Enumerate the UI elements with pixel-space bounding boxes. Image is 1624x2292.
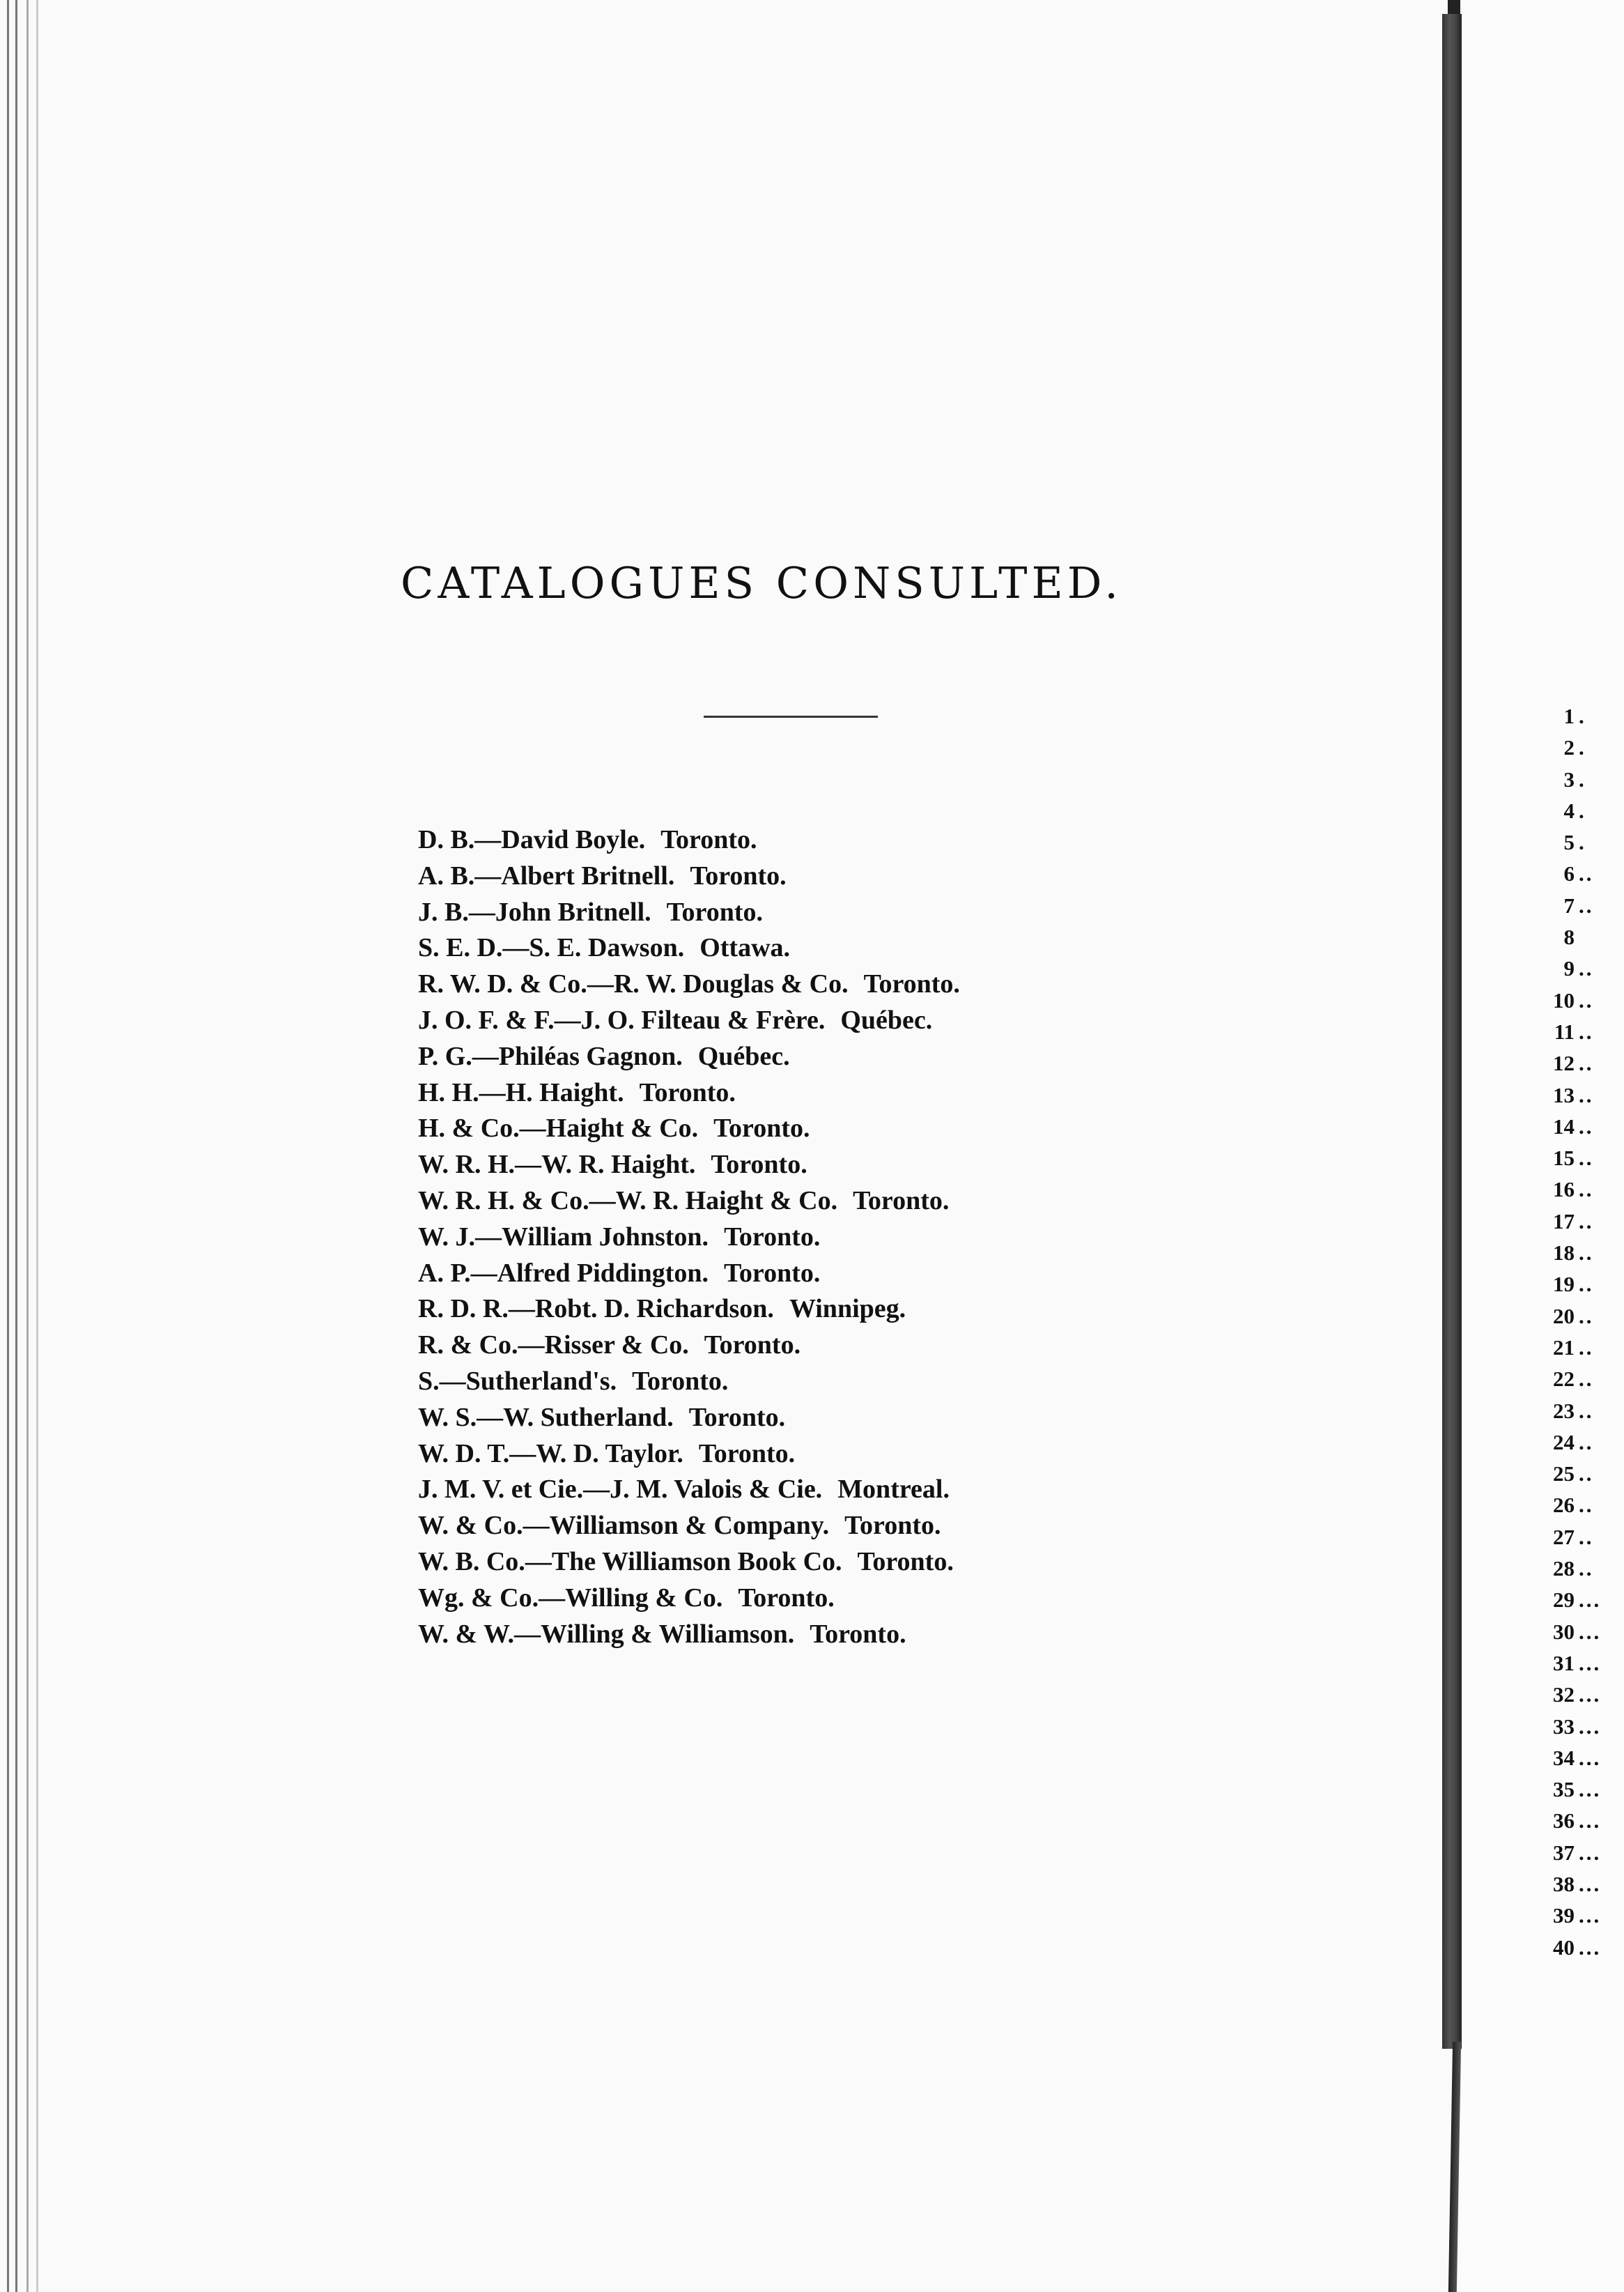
entry-separator: —	[523, 1511, 550, 1541]
leader-dots: ...	[1579, 1903, 1602, 1928]
facing-page-number-column	[1533, 700, 1624, 1963]
catalogue-entry	[418, 1183, 1254, 1220]
catalogue-entry	[418, 822, 1254, 859]
facing-page-number	[1533, 1142, 1624, 1174]
entry-name: Alfred Piddington.	[497, 1258, 709, 1288]
number-label: 21	[1553, 1335, 1575, 1360]
leader-dots: ..	[1579, 893, 1594, 918]
facing-page-number	[1533, 1489, 1624, 1521]
facing-page-number	[1533, 1774, 1624, 1805]
catalogue-entry	[418, 1220, 1254, 1256]
catalogue-entry	[418, 1400, 1254, 1436]
catalogue-entry	[418, 895, 1254, 931]
leader-dots: ..	[1579, 1177, 1594, 1202]
entry-name: H. Haight.	[505, 1077, 624, 1107]
page-edge-line	[36, 0, 38, 2292]
entry-abbreviation: R. & Co.	[418, 1330, 518, 1360]
entry-abbreviation: R. D. R.	[418, 1294, 509, 1324]
entry-name: Risser & Co.	[544, 1330, 689, 1360]
entry-name: W. R. Haight.	[541, 1150, 696, 1180]
entry-abbreviation: W. & Co.	[418, 1511, 523, 1541]
leader-dots: ...	[1579, 1871, 1602, 1896]
leader-dots: ..	[1579, 1303, 1594, 1328]
number-label: 12	[1553, 1051, 1575, 1076]
entry-city: Toronto.	[713, 1114, 810, 1144]
entry-abbreviation: A. P.	[418, 1258, 471, 1288]
catalogue-entry	[418, 1291, 1254, 1328]
facing-page-number	[1533, 700, 1624, 732]
number-label: 4	[1563, 798, 1575, 823]
facing-page-number	[1533, 1237, 1624, 1268]
number-label: 20	[1553, 1303, 1575, 1328]
entry-name: Albert Britnell.	[501, 861, 675, 891]
entry-abbreviation: J. B.	[418, 897, 469, 927]
leader-dots: ...	[1579, 1587, 1602, 1613]
entry-abbreviation: W. R. H. & Co.	[418, 1185, 589, 1215]
catalogue-entry	[418, 1364, 1254, 1400]
entry-separator: —	[583, 1475, 610, 1505]
entry-abbreviation: W. S.	[418, 1402, 477, 1432]
facing-page-number	[1533, 921, 1624, 953]
number-label: 35	[1553, 1777, 1575, 1802]
facing-page-number	[1533, 1426, 1624, 1458]
number-label: 18	[1553, 1240, 1575, 1266]
number-label: 3	[1563, 767, 1575, 792]
leader-dots: ..	[1579, 1398, 1594, 1423]
facing-page-number	[1533, 1805, 1624, 1836]
entry-name: David Boyle.	[501, 825, 646, 854]
entry-abbreviation: H. H.	[418, 1077, 479, 1107]
leader-dots: ..	[1579, 1335, 1594, 1360]
number-label: 26	[1553, 1493, 1575, 1518]
entry-separator: —	[474, 825, 502, 854]
leader-dots: ..	[1579, 1524, 1594, 1549]
entry-city: Ottawa.	[699, 933, 791, 963]
number-label: 37	[1553, 1840, 1575, 1865]
leader-dots: ...	[1579, 1745, 1602, 1770]
entry-separator: —	[514, 1619, 541, 1649]
number-label: 39	[1553, 1903, 1575, 1928]
entry-separator: —	[477, 1402, 504, 1432]
leader-dots: ..	[1579, 1208, 1594, 1233]
number-label: 14	[1553, 1114, 1575, 1139]
entry-separator: —	[472, 1041, 499, 1071]
catalogue-entry	[418, 1256, 1254, 1292]
entry-city: Toronto.	[844, 1511, 941, 1541]
leader-dots: .	[1579, 735, 1586, 760]
entry-city: Toronto.	[632, 1366, 729, 1396]
catalogue-entry	[418, 1544, 1254, 1580]
entry-separator: —	[509, 1438, 536, 1468]
catalogue-entry	[418, 1075, 1254, 1112]
catalogue-entry	[418, 1147, 1254, 1183]
number-label: 40	[1553, 1935, 1575, 1960]
entry-city: Toronto.	[724, 1222, 821, 1252]
facing-page-number	[1533, 1742, 1624, 1774]
leader-dots: ..	[1579, 987, 1594, 1013]
facing-page-number	[1533, 1363, 1624, 1394]
entry-city: Toronto.	[810, 1619, 906, 1649]
number-label: 11	[1554, 1019, 1575, 1044]
entry-name: Haight & Co.	[546, 1114, 699, 1144]
entry-name: The Williamson Book Co.	[551, 1546, 842, 1576]
entry-abbreviation: W. R. H.	[418, 1150, 516, 1180]
entry-abbreviation: S. E. D.	[418, 933, 503, 963]
facing-page-number	[1533, 1616, 1624, 1647]
entry-separator: —	[479, 1077, 506, 1107]
leader-dots: ..	[1579, 1461, 1594, 1486]
entry-name: Sutherland's.	[465, 1366, 617, 1396]
number-label: 34	[1553, 1745, 1575, 1770]
facing-page-number	[1533, 1584, 1624, 1615]
leader-dots: ...	[1579, 1808, 1602, 1833]
number-label: 15	[1553, 1146, 1575, 1171]
leader-dots: .	[1579, 798, 1586, 823]
entry-name: J. M. Valois & Cie.	[610, 1475, 823, 1505]
catalogue-entry	[418, 1580, 1254, 1617]
number-label: 16	[1553, 1177, 1575, 1202]
entry-city: Montreal.	[837, 1475, 950, 1505]
leader-dots: ..	[1579, 956, 1594, 981]
entry-separator: —	[502, 933, 529, 963]
number-label: 7	[1563, 893, 1575, 918]
entry-separator: —	[470, 1258, 497, 1288]
entry-city: Toronto.	[690, 861, 787, 891]
facing-page-number	[1533, 1395, 1624, 1426]
entry-city: Québec.	[840, 1005, 933, 1035]
entry-abbreviation: W. B. Co.	[418, 1546, 525, 1576]
entry-name: Williamson & Company.	[549, 1511, 830, 1541]
entry-abbreviation: Wg. & Co.	[418, 1583, 539, 1613]
entry-abbreviation: R. W. D. & Co.	[418, 969, 587, 999]
leader-dots: ...	[1579, 1619, 1602, 1644]
leader-dots: .	[1579, 767, 1586, 792]
entry-abbreviation: W. & W.	[418, 1619, 514, 1649]
facing-page-number	[1533, 1868, 1624, 1900]
entry-name: William Johnston.	[502, 1222, 709, 1252]
catalogue-entry	[418, 1472, 1254, 1508]
number-label: 32	[1553, 1682, 1575, 1707]
entry-separator: —	[525, 1546, 552, 1576]
binding-tail	[1448, 2042, 1461, 2292]
leader-dots: ..	[1579, 1082, 1594, 1107]
number-label: 38	[1553, 1871, 1575, 1896]
entry-name: J. O. Filteau & Frère.	[580, 1005, 826, 1035]
number-label: 5	[1563, 830, 1575, 855]
number-label: 31	[1553, 1650, 1575, 1675]
leader-dots: ..	[1579, 1114, 1594, 1139]
entry-abbreviation: S.	[418, 1366, 440, 1396]
catalogue-entry	[418, 1436, 1254, 1472]
leader-dots: ..	[1579, 1240, 1594, 1266]
facing-page-number	[1533, 1174, 1624, 1205]
catalogue-entry	[418, 1039, 1254, 1075]
entry-separator: —	[508, 1294, 535, 1324]
number-label: 36	[1553, 1808, 1575, 1833]
number-label: 25	[1553, 1461, 1575, 1486]
entry-name: John Britnell.	[495, 897, 651, 927]
facing-page-number	[1533, 1016, 1624, 1047]
number-label: 1	[1563, 704, 1575, 728]
page-edge-line	[7, 0, 9, 2292]
entry-city: Québec.	[697, 1041, 790, 1071]
entry-city: Toronto.	[738, 1583, 835, 1613]
leader-dots: ..	[1579, 1493, 1594, 1518]
number-label: 22	[1553, 1367, 1575, 1392]
entry-city: Toronto.	[704, 1330, 801, 1360]
catalogue-entry	[418, 1111, 1254, 1147]
entry-city: Toronto.	[863, 969, 960, 999]
number-label: 9	[1563, 956, 1575, 981]
facing-page-number	[1533, 1647, 1624, 1679]
facing-page-number	[1533, 1332, 1624, 1363]
entry-abbreviation: J. O. F. & F.	[418, 1005, 555, 1035]
catalogue-entry	[418, 1328, 1254, 1364]
number-label: 30	[1553, 1619, 1575, 1644]
catalogue-entry	[418, 1003, 1254, 1039]
facing-page-number	[1533, 1553, 1624, 1584]
leader-dots: .	[1579, 704, 1586, 728]
entry-city: Toronto.	[853, 1185, 950, 1215]
leader-dots: ..	[1579, 1367, 1594, 1392]
leader-dots: ..	[1579, 1051, 1594, 1076]
number-label: 13	[1553, 1082, 1575, 1107]
leader-dots: ...	[1579, 1840, 1602, 1865]
leader-dots: ..	[1579, 1556, 1594, 1581]
number-label: 17	[1553, 1208, 1575, 1233]
entry-city: Winnipeg.	[789, 1294, 906, 1324]
number-label: 6	[1563, 861, 1575, 886]
entry-abbreviation: A. B.	[418, 861, 475, 891]
entry-abbreviation: W. D. T.	[418, 1438, 510, 1468]
facing-page-number	[1533, 1932, 1624, 1963]
leader-dots: ...	[1579, 1682, 1602, 1707]
number-label: 2	[1563, 735, 1575, 760]
leader-dots: ..	[1579, 1272, 1594, 1297]
entry-separator: —	[539, 1583, 566, 1613]
facing-page-number	[1533, 795, 1624, 826]
page-edge-line	[26, 0, 29, 2292]
facing-page-number	[1533, 1900, 1624, 1931]
leader-dots: ...	[1579, 1650, 1602, 1675]
entry-separator: —	[468, 897, 495, 927]
entry-abbreviation: D. B.	[418, 825, 475, 854]
entry-city: Toronto.	[698, 1438, 796, 1468]
entry-name: Willing & Williamson.	[541, 1619, 795, 1649]
facing-page-number	[1533, 1458, 1624, 1489]
facing-page-number	[1533, 1837, 1624, 1868]
catalogue-entry	[418, 967, 1254, 1003]
entry-city: Toronto.	[639, 1077, 736, 1107]
number-label: 27	[1553, 1524, 1575, 1549]
number-label: 10	[1553, 987, 1575, 1013]
entry-city: Toronto.	[666, 897, 763, 927]
leader-dots: ..	[1579, 1146, 1594, 1171]
number-label: 23	[1553, 1398, 1575, 1423]
entry-name: Willing & Co.	[565, 1583, 723, 1613]
number-label: 28	[1553, 1556, 1575, 1581]
entry-name: Robt. D. Richardson.	[534, 1294, 774, 1324]
entry-separator: —	[519, 1114, 546, 1144]
leader-dots: ...	[1579, 1777, 1602, 1802]
entry-city: Toronto.	[688, 1402, 786, 1432]
entry-separator: —	[587, 969, 614, 999]
entry-name: W. R. Haight & Co.	[615, 1185, 838, 1215]
entry-city: Toronto.	[857, 1546, 954, 1576]
facing-page-number	[1533, 985, 1624, 1016]
number-label: 8	[1563, 925, 1575, 950]
entry-separator: —	[474, 861, 502, 891]
leader-dots: ...	[1579, 1714, 1602, 1739]
entry-name: S. E. Dawson.	[529, 933, 685, 963]
entry-separator: —	[475, 1222, 502, 1252]
number-label: 29	[1553, 1587, 1575, 1613]
entry-abbreviation: J. M. V. et Cie.	[418, 1475, 584, 1505]
facing-page-number	[1533, 1679, 1624, 1710]
facing-page-number	[1533, 826, 1624, 858]
facing-page-number	[1533, 764, 1624, 795]
entry-city: Toronto.	[724, 1258, 821, 1288]
number-label: 24	[1553, 1429, 1575, 1454]
facing-page-number	[1533, 890, 1624, 921]
facing-page-number	[1533, 1711, 1624, 1742]
catalogue-entry	[418, 1617, 1254, 1653]
catalogue-entry	[418, 1508, 1254, 1544]
facing-page-number	[1533, 1300, 1624, 1332]
facing-page-number	[1533, 732, 1624, 763]
leader-dots: .	[1579, 830, 1586, 855]
entry-name: Philéas Gagnon.	[498, 1041, 683, 1071]
entry-separator: —	[515, 1150, 542, 1180]
page-edge-line	[15, 0, 17, 2292]
entry-abbreviation: P. G.	[418, 1041, 472, 1071]
catalogue-entry	[418, 930, 1254, 967]
facing-page-number	[1533, 1047, 1624, 1079]
entry-separator: —	[518, 1330, 545, 1360]
facing-page-number	[1533, 1111, 1624, 1142]
entry-abbreviation: H. & Co.	[418, 1114, 520, 1144]
leader-dots: ..	[1579, 861, 1594, 886]
facing-page-number	[1533, 858, 1624, 889]
facing-page-number	[1533, 953, 1624, 984]
catalogue-entry	[418, 859, 1254, 895]
facing-page-number	[1533, 1521, 1624, 1553]
leader-dots: ..	[1579, 1019, 1594, 1044]
book-binding	[1442, 14, 1462, 2049]
facing-page-number	[1533, 1206, 1624, 1237]
leader-dots: ..	[1579, 1429, 1594, 1454]
entry-city: Toronto.	[711, 1150, 807, 1180]
entry-separator: —	[439, 1366, 466, 1396]
entry-name: W. D. Taylor.	[536, 1438, 683, 1468]
entry-separator: —	[589, 1185, 616, 1215]
entry-name: W. Sutherland.	[503, 1402, 674, 1432]
leader-dots: ...	[1579, 1935, 1602, 1960]
entry-city: Toronto.	[660, 825, 757, 854]
entry-name: R. W. Douglas & Co.	[613, 969, 849, 999]
catalogue-list	[418, 822, 1254, 1652]
facing-page-number	[1533, 1268, 1624, 1300]
facing-page-number	[1533, 1079, 1624, 1111]
number-label: 19	[1553, 1272, 1575, 1297]
number-label: 33	[1553, 1714, 1575, 1739]
page-title: CATALOGUES CONSULTED.	[401, 557, 1122, 608]
entry-separator: —	[554, 1005, 581, 1035]
entry-abbreviation: W. J.	[418, 1222, 476, 1252]
title-rule	[704, 716, 878, 718]
